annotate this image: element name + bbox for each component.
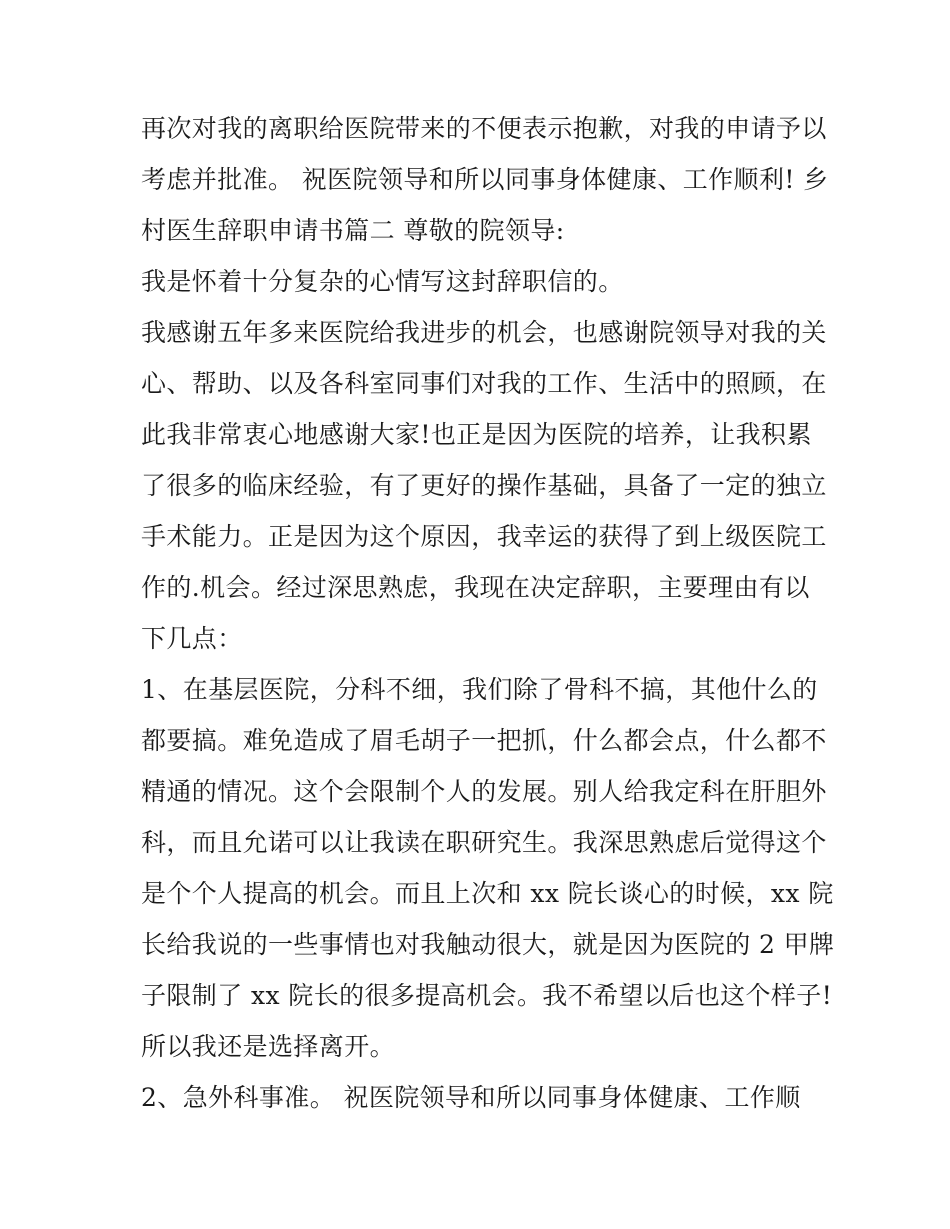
- text-line: 子限制了 xx 院长的很多提高机会。我不希望以后也这个样子!: [141, 981, 833, 1010]
- text-line: 村医生辞职申请书篇二 尊敬的院领导:: [141, 216, 565, 245]
- text-line: 此我非常衷心地感谢大家!也正是因为医院的培养，让我积累: [141, 420, 812, 449]
- text-line: 2、急外科事准。 祝医院领导和所以同事身体健康、工作顺: [141, 1083, 801, 1112]
- text-line: 作的.机会。经过深思熟虑，我现在决定辞职，主要理由有以: [141, 573, 810, 602]
- text-line: 长给我说的一些事情也对我触动很大，就是因为医院的 2 甲牌: [141, 930, 835, 959]
- text-line: 科，而且允诺可以让我读在职研究生。我深思熟虑后觉得这个: [141, 828, 827, 857]
- text-line: 手术能力。正是因为这个原因，我幸运的获得了到上级医院工: [141, 522, 827, 551]
- text-line: 下几点：: [141, 624, 243, 653]
- text-line: 了很多的临床经验，有了更好的操作基础，具备了一定的独立: [141, 471, 827, 500]
- text-line: 所以我还是选择离开。: [141, 1032, 396, 1061]
- text-line: 1、在基层医院，分科不细，我们除了骨科不搞，其他什么的: [141, 675, 818, 704]
- text-line: 考虑并批准。 祝医院领导和所以同事身体健康、工作顺利! 乡: [141, 165, 829, 194]
- text-line: 再次对我的离职给医院带来的不便表示抱歉，对我的申请予以: [141, 114, 827, 143]
- text-line: 是个个人提高的机会。而且上次和 xx 院长谈心的时候，xx 院: [141, 879, 834, 908]
- text-line: 精通的情况。这个会限制个人的发展。别人给我定科在肝胆外: [141, 777, 827, 806]
- text-line: 我感谢五年多来医院给我进步的机会，也感谢院领导对我的关: [141, 318, 827, 347]
- text-line: 都要搞。难免造成了眉毛胡子一把抓，什么都会点，什么都不: [141, 726, 827, 755]
- text-line: 心、帮助、以及各科室同事们对我的工作、生活中的照顾，在: [141, 369, 827, 398]
- text-line: 我是怀着十分复杂的心情写这封辞职信的。: [141, 267, 624, 296]
